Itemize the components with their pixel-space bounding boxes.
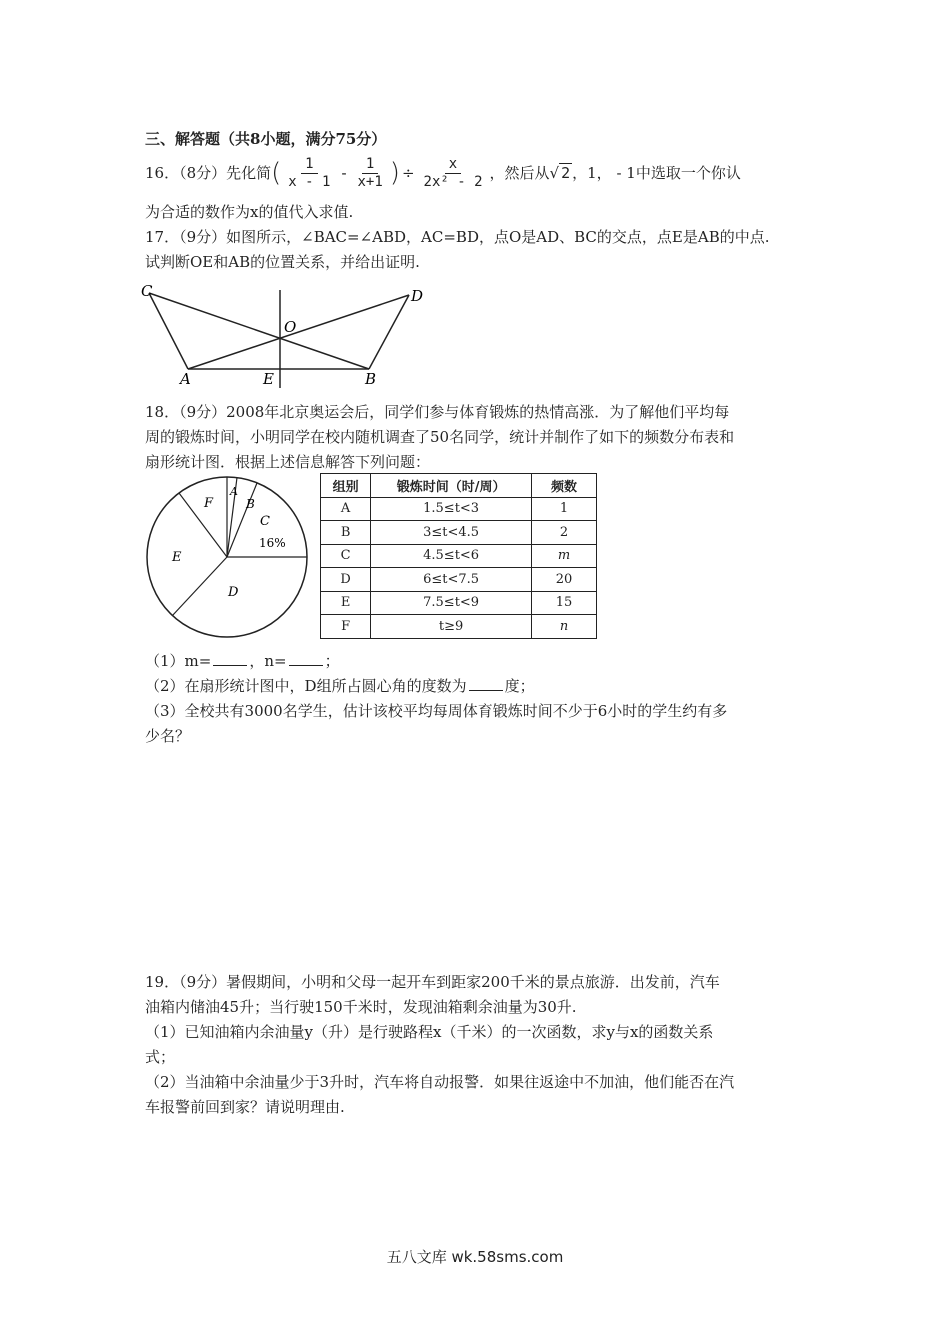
pie-label-e: E [172,550,182,565]
q16-frac3-denominator: 2x² - 2 [423,173,483,190]
q16-fraction-3 [420,156,487,191]
table-cell: 1 [532,497,597,521]
section-title: 三、解答题（共8小题，满分75分） [145,130,387,148]
pie-divider-ef [179,493,227,557]
q19-line5: （2）当油箱中余油量少于3升时，汽车将自动报警．如果往返途中不加油，他们能否在汽 [145,1073,735,1091]
geometry-figure [135,280,435,392]
table-cell: B [321,521,371,545]
q18-sub1-m: （1）m= [145,652,212,670]
label-o: O [284,318,297,336]
table-row [321,497,597,521]
table-cell: 7.5≤t<9 [371,591,532,615]
q18-line2: 周的锻炼时间，小明同学在校内随机调查了50名同学，统计并制作了如下的频数分布表和 [145,428,735,446]
q16-frac3-numerator: x [445,156,461,174]
label-a: A [180,370,191,388]
q16-mid: ，然后从 [489,164,550,182]
q16-tail: ，1， - 1中选取一个你认 [572,164,741,182]
q16-minus: - [339,164,349,182]
label-d: D [411,287,424,305]
q18-sub1-n: ，n= [249,652,287,670]
q16-fraction-1 [284,156,334,191]
table-cell: 1.5≤t<3 [371,497,532,521]
q16-line2: 为合适的数作为x的值代入求值. [145,203,354,221]
q18-sub1 [145,651,340,671]
pie-label-c: C [260,514,270,529]
pie-label-b: B [246,497,255,511]
q18-sub1-end: ； [324,652,340,670]
q16-line1 [145,152,741,194]
q18-line1: 18．（9分）2008年北京奥运会后，同学们参与体育锻炼的热情高涨．为了解他们平均每 [145,403,730,421]
table-cell: C [321,544,371,568]
q19-line1: 19．（9分）暑假期间，小明和父母一起开车到距家200千米的景点旅游．出发前，汽车 [145,973,720,991]
q19-line3: （1）已知油箱内余油量y（升）是行驶路程x（千米）的一次函数，求y与x的函数关系 [145,1023,714,1041]
header-time: 锻炼时间（时/周） [371,474,532,498]
label-b: B [365,370,377,388]
q18-sub2-text: （2）在扇形统计图中，D组所占圆心角的度数为 [145,677,467,695]
table-cell: D [321,568,371,592]
q18-sub2 [145,676,535,696]
q19-line2: 油箱内储油45升；当行驶150千米时，发现油箱剩余油量为30升. [145,998,577,1016]
answer-blank-n[interactable] [289,665,323,666]
table-cell: 3≤t<4.5 [371,521,532,545]
table-row [321,615,597,639]
q16-frac1-numerator: 1 [301,156,317,174]
table-cell: E [321,591,371,615]
q17-line2: 试判断OE和AB的位置关系，并给出证明. [145,253,420,271]
table-cell: t≥9 [371,615,532,639]
q18-sub3-line1: （3）全校共有3000名学生，估计该校平均每周体育锻炼时间不少于6小时的学生约有多 [145,702,728,720]
pie-label-c-percent: 16% [259,536,286,550]
q16-frac2-denominator: x+1 [357,173,383,190]
table-cell: F [321,615,371,639]
answer-blank-degree[interactable] [469,690,503,691]
q16-fraction-2 [353,156,386,191]
q17-line1: 17．（9分）如图所示，∠BAC=∠ABD，AC=BD，点O是AD、BC的交点，点E是AB的中点. [145,228,770,246]
table-row [321,521,597,545]
sqrt-symbol: √ 2 [549,164,571,182]
q19-line6: 车报警前回到家？请说明理由. [145,1098,345,1116]
left-paren: ( [271,158,282,188]
pie-label-f: F [204,496,214,511]
footer-watermark: 五八文库 wk.58sms.com [386,1248,564,1266]
q18-sub3-line2: 少名？ [145,727,191,745]
label-c: C [141,282,153,300]
header-group: 组别 [321,474,371,498]
table-header-row [321,474,597,498]
table-cell: A [321,497,371,521]
frequency-table [320,473,597,639]
q18-line3: 扇形统计图．根据上述信息解答下列问题： [145,453,431,471]
label-e: E [263,370,274,388]
table-cell: m [532,544,597,568]
pie-label-a: A [230,485,238,498]
answer-blank-m[interactable] [213,665,247,666]
right-paren: ) [389,158,400,188]
header-frequency: 频数 [532,474,597,498]
pie-divider-de [172,557,227,616]
table-cell: 2 [532,521,597,545]
pie-label-d: D [228,585,239,600]
q16-prefix: 16．（8分）先化简 [145,164,272,182]
q16-radicand: 2 [561,164,571,182]
table-cell: 20 [532,568,597,592]
table-row [321,568,597,592]
q16-frac2-numerator: 1 [362,156,378,174]
table-cell: 6≤t<7.5 [371,568,532,592]
q16-divide: ÷ [401,164,415,182]
q19-line4: 式； [145,1048,176,1066]
table-cell: 4.5≤t<6 [371,544,532,568]
q18-sub2-end: 度； [504,677,535,695]
table-row [321,591,597,615]
table-cell: n [532,615,597,639]
table-cell: 15 [532,591,597,615]
q16-frac1-denominator: x - 1 [288,173,331,190]
pie-chart [140,475,310,645]
table-row [321,544,597,568]
